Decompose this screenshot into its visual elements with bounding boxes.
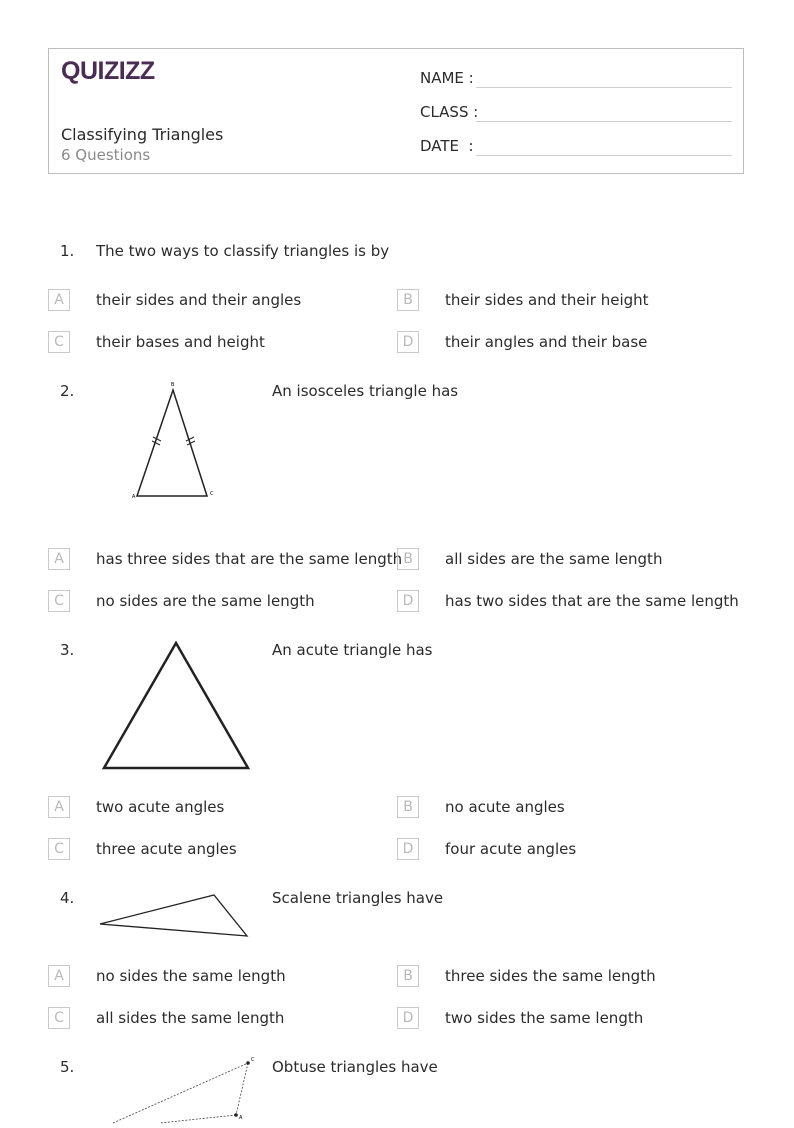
option-text: two sides the same length	[445, 1009, 644, 1027]
option-text: has three sides that are the same length	[96, 550, 403, 568]
name-field[interactable]	[420, 69, 474, 87]
name-line[interactable]	[476, 87, 732, 88]
option-text: their angles and their base	[445, 333, 648, 351]
isosceles-triangle	[137, 390, 207, 496]
quizizz-logo: QUIZIZZ	[61, 57, 155, 85]
class-field[interactable]	[420, 103, 478, 121]
option-text: their sides and their angles	[96, 291, 302, 309]
vertex-point	[234, 1113, 238, 1117]
option-letter-box: A	[48, 289, 70, 311]
option-text: two acute angles	[96, 798, 225, 816]
option-letter-box: C	[48, 838, 70, 860]
option-letter-box: D	[397, 331, 419, 353]
question-text: The two ways to classify triangles is by	[96, 242, 390, 260]
option-text: all sides the same length	[96, 1009, 285, 1027]
option-text: three sides the same length	[445, 967, 656, 985]
option-text: no sides the same length	[96, 967, 286, 985]
option-text: no acute angles	[445, 798, 565, 816]
worksheet-title: Classifying Triangles	[61, 125, 224, 144]
vertex-label-top: B	[171, 382, 175, 388]
date-field[interactable]	[420, 137, 474, 155]
question-text: Scalene triangles have	[272, 889, 444, 907]
option-letter-box: C	[48, 331, 70, 353]
option-text: their sides and their height	[445, 291, 649, 309]
triangle-side	[236, 1063, 248, 1115]
question-number: 3.	[60, 641, 75, 659]
option-letter-box: B	[397, 965, 419, 987]
class-line[interactable]	[476, 121, 732, 122]
triangle-side	[160, 1115, 236, 1123]
option-text: three acute angles	[96, 840, 237, 858]
vertex-point	[246, 1061, 250, 1065]
option-text: has two sides that are the same length	[445, 592, 739, 610]
option-letter-box: D	[397, 838, 419, 860]
option-letter-box: A	[48, 796, 70, 818]
option-text: four acute angles	[445, 840, 577, 858]
option-letter-box: D	[397, 590, 419, 612]
triangle-side	[113, 1063, 248, 1123]
isosceles-triangle-figure	[125, 382, 225, 502]
acute-triangle-figure	[100, 641, 260, 781]
option-text: no sides are the same length	[96, 592, 315, 610]
question-text: An isosceles triangle has	[272, 382, 459, 400]
question-text: An acute triangle has	[272, 641, 433, 659]
option-letter-box: B	[397, 548, 419, 570]
vertex-label-left: A	[132, 494, 136, 500]
option-text: all sides are the same length	[445, 550, 663, 568]
question-number: 5.	[60, 1058, 75, 1076]
scalene-triangle-figure	[96, 889, 256, 949]
tick-mark-right	[186, 437, 194, 441]
vertex-label-mid: A	[239, 1115, 243, 1121]
name-label: NAME :	[420, 69, 474, 87]
option-letter-box: C	[48, 1007, 70, 1029]
class-label: CLASS :	[420, 103, 479, 121]
vertex-label-right: C	[210, 491, 214, 497]
question-count: 6 Questions	[61, 146, 151, 164]
option-letter-box: C	[48, 590, 70, 612]
question-number: 4.	[60, 889, 75, 907]
option-letter-box: B	[397, 289, 419, 311]
worksheet-header	[48, 48, 744, 174]
option-letter-box: B	[397, 796, 419, 818]
question-text: Obtuse triangles have	[272, 1058, 438, 1076]
acute-triangle	[104, 643, 248, 768]
option-text: their bases and height	[96, 333, 265, 351]
date-line[interactable]	[476, 155, 732, 156]
vertex-label-top: C	[251, 1057, 255, 1063]
obtuse-triangle-figure	[110, 1058, 270, 1128]
date-label: DATE :	[420, 137, 474, 155]
option-letter-box: A	[48, 548, 70, 570]
option-letter-box: A	[48, 965, 70, 987]
scalene-triangle	[100, 895, 247, 936]
option-letter-box: D	[397, 1007, 419, 1029]
question-number: 1.	[60, 242, 75, 260]
question-number: 2.	[60, 382, 75, 400]
